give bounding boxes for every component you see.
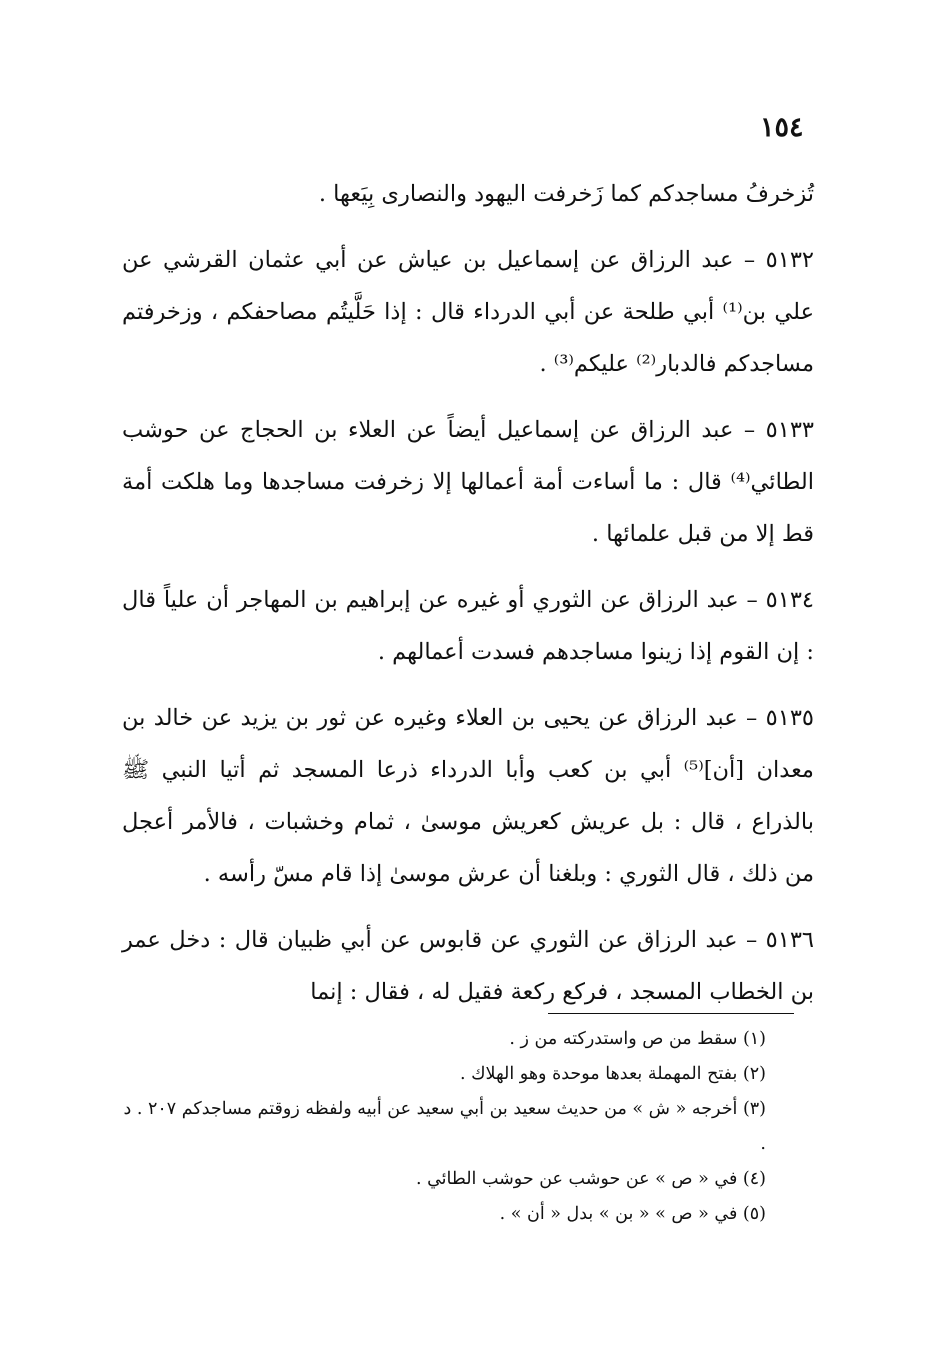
footnote-1: (١) سقط من ص واستدركته من ز . bbox=[509, 1029, 766, 1049]
footnote-divider bbox=[548, 1013, 794, 1014]
footnote-2: (٢) بفتح المهملة بعدها موحدة وهو الهلاك . bbox=[459, 1064, 766, 1084]
paragraph-5135: ٥١٣٥ – عبد الرزاق عن يحيى بن العلاء وغيره عن ثور بن يزيد عن خالد بن معدان [أن]⁽⁵⁾ أبي بن كعب وأبا الدرداء ذرعا المسجد ثم أتيا النبي ﷺ بالذراع ، قال : بل عريش كعريش موسىٰ ، ثمام وخشبات ، فالأمر أعجل من ذلك ، قال الثوري : وبلغنا أن عرش موسىٰ إذا قام مسّ رأسه . bbox=[122, 705, 814, 887]
footnote-4: (٤) في « ص » عن حوشب عن حوشب الطائي . bbox=[415, 1169, 766, 1189]
main-text bbox=[122, 168, 814, 1032]
paragraph-5133: ٥١٣٣ – عبد الرزاق عن إسماعيل أيضاً عن العلاء بن الحجاج عن حوشب الطائي⁽⁴⁾ قال : ما أساءت أمة أعمالها إلا زخرفت مساجدها وما هلكت أمة قط إلا من قبل علمائها . bbox=[122, 417, 814, 547]
paragraph-5134: ٥١٣٤ – عبد الرزاق عن الثوري أو غيره عن إبراهيم بن المهاجر أن علياً قال : إن القوم إذا زينوا مساجدهم فسدت أعمالهم . bbox=[122, 587, 814, 665]
paragraph-5132: ٥١٣٢ – عبد الرزاق عن إسماعيل بن عياش عن أبي عثمان القرشي عن علي بن⁽¹⁾ أبي طلحة عن أبي الدرداء قال : إذا حَلَّيتُم مصاحفكم ، وزخرفتم مساجدكم فالدبار⁽²⁾ عليكم⁽³⁾ . bbox=[122, 247, 814, 377]
footnote-5: (٥) في « ص » « بن » بدل « أن » . bbox=[499, 1204, 766, 1224]
paragraph-5136: ٥١٣٦ – عبد الرزاق عن الثوري عن قابوس عن أبي ظبيان قال : دخل عمر بن الخطاب المسجد ، فركع ركعة فقيل له ، فقال : إنما bbox=[122, 927, 814, 1005]
footnote-3: (٣) أخرجه « ش » من حديث سعيد بن أبي سعيد عن أبيه ولفظه زوقتم مساجدكم ٢٠٧ . د . bbox=[123, 1099, 766, 1154]
page-number: ١٥٤ bbox=[760, 112, 804, 143]
footnotes bbox=[118, 1022, 766, 1232]
paragraph-continuation: تُزخرفُ مساجدكم كما زَخرفت اليهود والنصارى بِيَعها . bbox=[318, 181, 814, 207]
